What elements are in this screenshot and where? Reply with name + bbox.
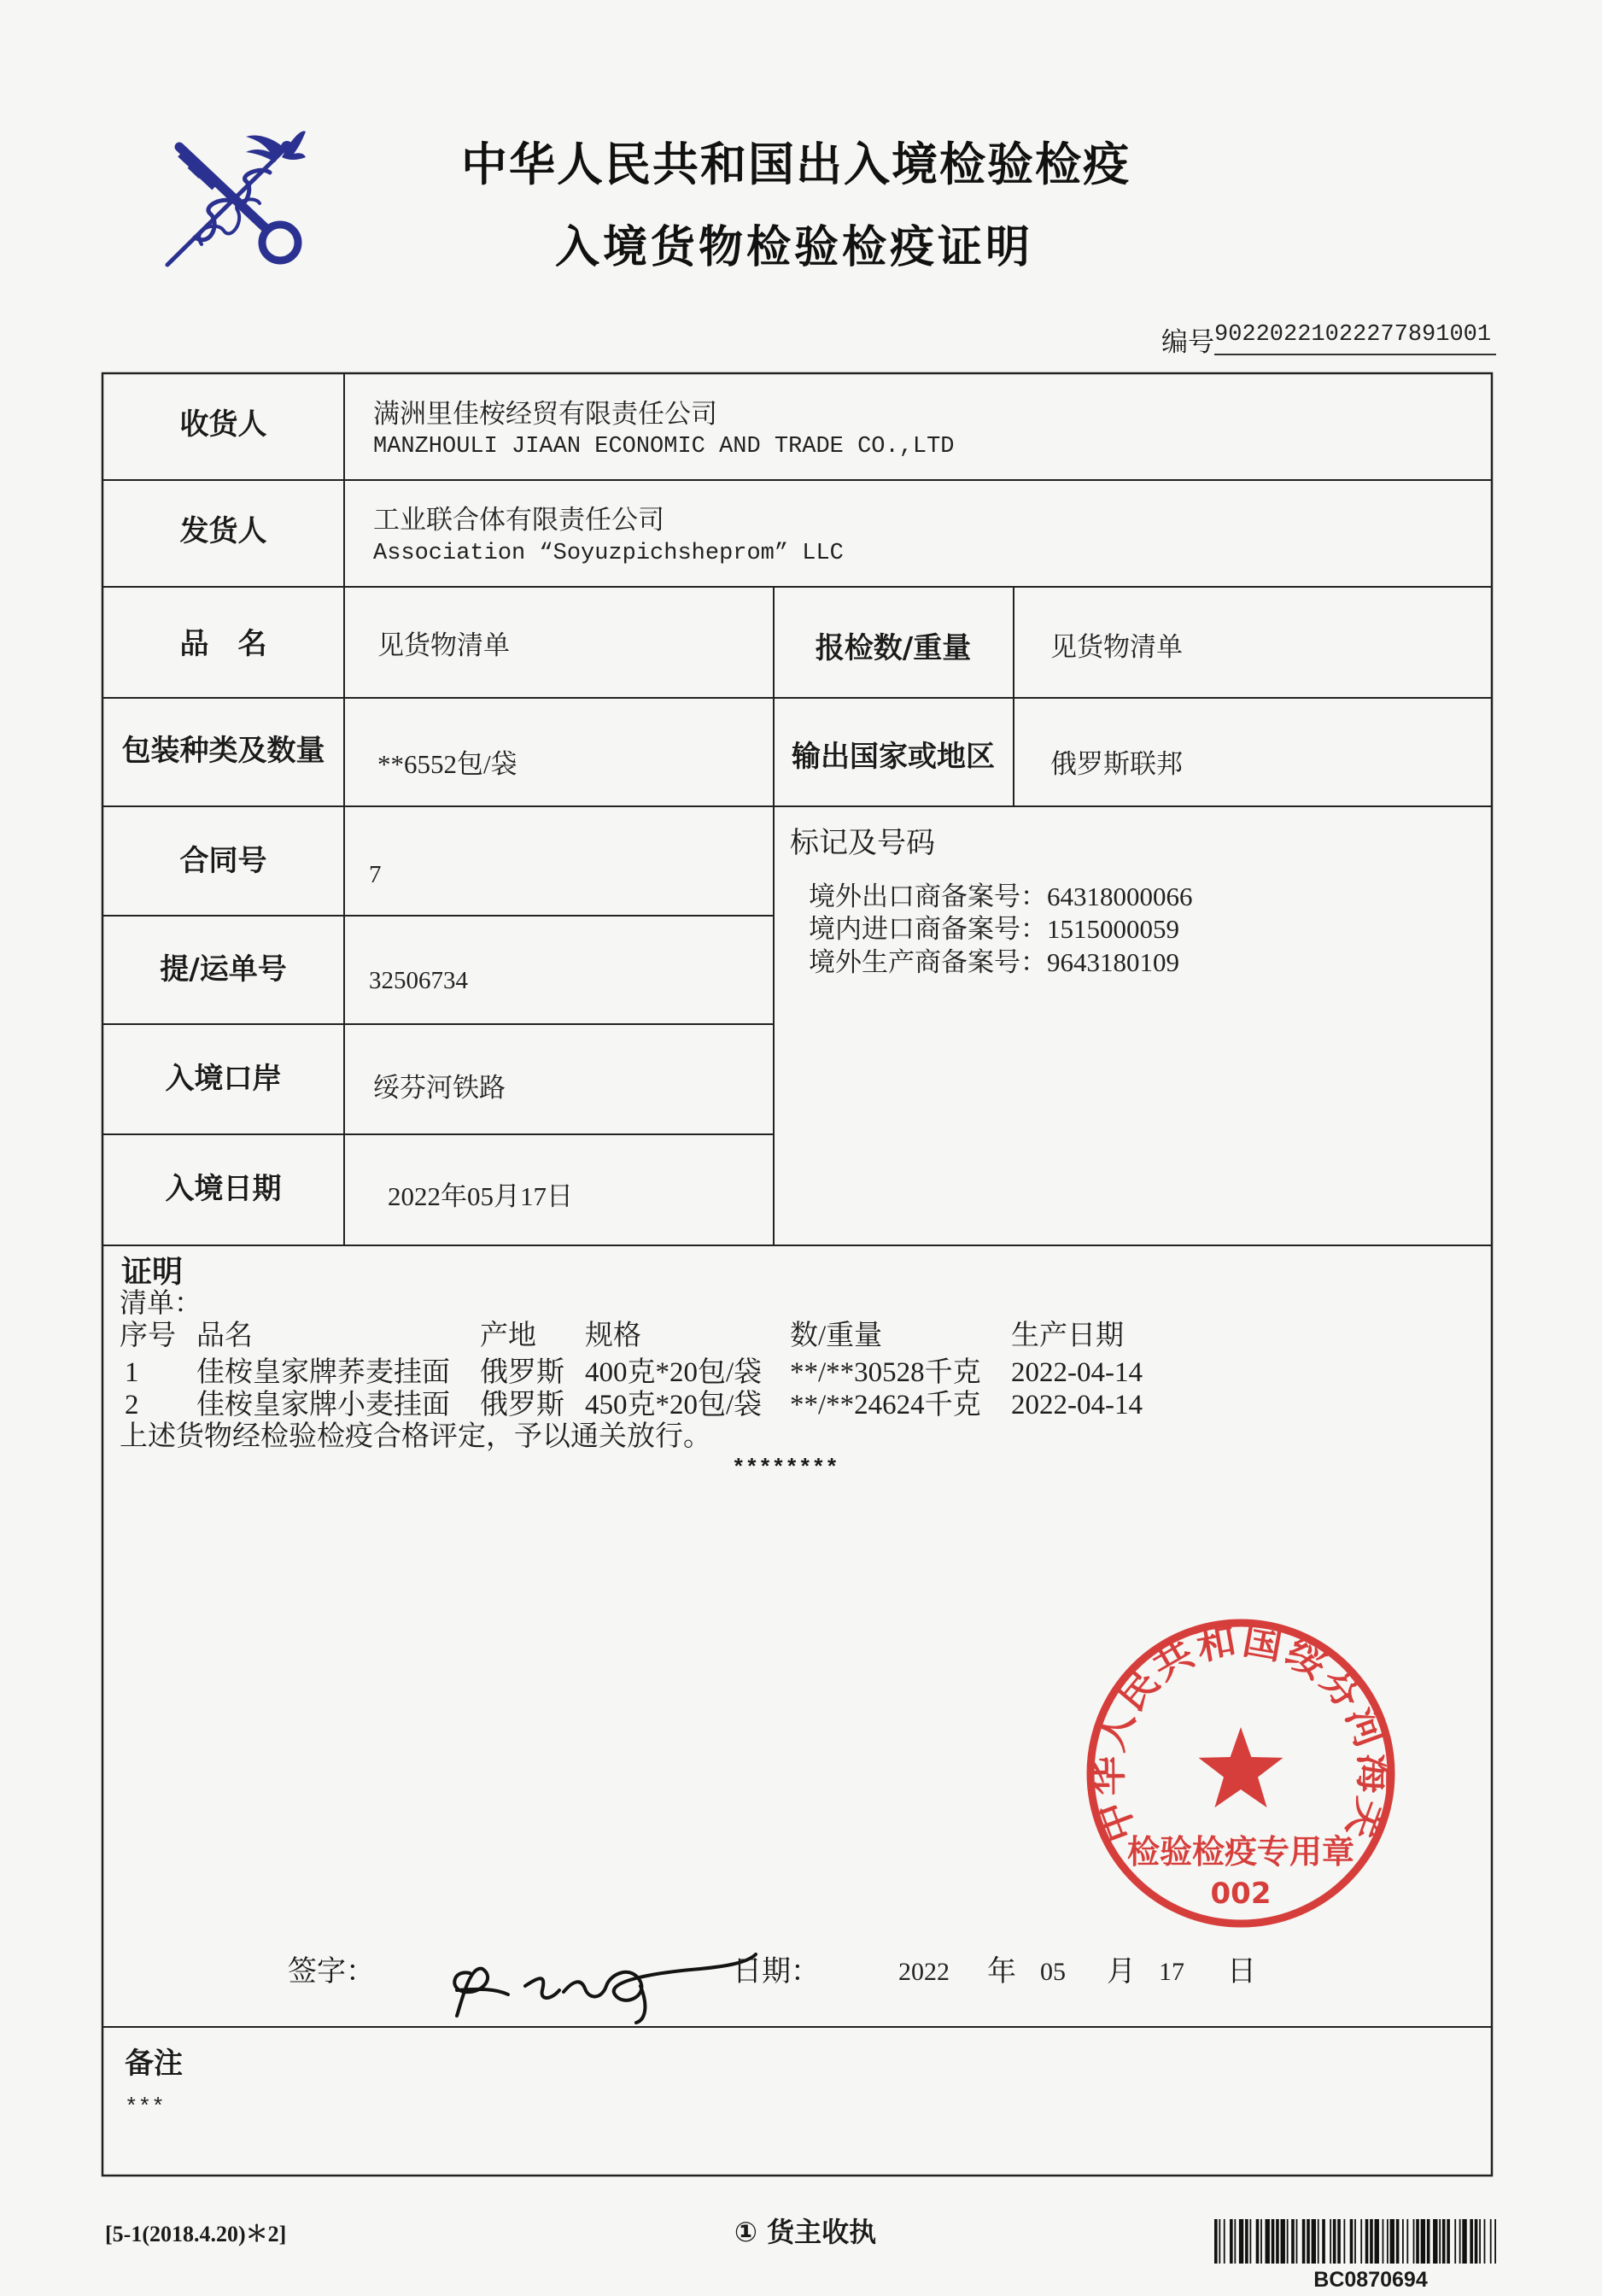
entry-port-value: 绥芬河铁路	[373, 1073, 506, 1103]
barcode-bar	[1224, 2219, 1225, 2264]
row-production-date: 2022-04-14	[1011, 1390, 1143, 1420]
barcode-bar	[1333, 2219, 1336, 2264]
barcode-bar	[1354, 2219, 1356, 2264]
barcode-bar	[1281, 2219, 1285, 2264]
barcode-bar	[1387, 2219, 1389, 2264]
barcode-bar	[1337, 2219, 1341, 2264]
barcode-bar	[1266, 2219, 1270, 2264]
product-value: 见货物清单	[377, 630, 510, 660]
barcode-bar	[1234, 2219, 1236, 2264]
barcode-bar	[1490, 2219, 1492, 2264]
barcode-bar	[1416, 2219, 1419, 2264]
row-spec: 400克*20包/袋	[585, 1357, 763, 1388]
barcode-bar	[1494, 2219, 1496, 2264]
barcode-text: BC0870694	[1313, 2268, 1428, 2292]
column-header-spec: 规格	[585, 1321, 641, 1351]
remarks-value: ***	[125, 2094, 165, 2120]
barcode-bar	[1249, 2219, 1251, 2264]
barcode-bar	[1454, 2219, 1456, 2264]
bill-no-label: 提/运单号	[160, 952, 287, 987]
row-index: 2	[125, 1390, 139, 1420]
export-country-label: 输出国家或地区	[792, 740, 995, 774]
barcode-bar	[1312, 2219, 1316, 2264]
remarks-label: 备注	[125, 2047, 183, 2081]
row-quantity: **/**24624千克	[790, 1390, 981, 1420]
marks-line-producer-filing: 境外生产商备案号：9643180109	[809, 947, 1179, 977]
barcode-bar	[1214, 2219, 1218, 2264]
barcode-bar	[1343, 2219, 1345, 2264]
barcode-bar	[1219, 2219, 1220, 2264]
barcode-bar	[1365, 2219, 1369, 2264]
consignor-name-en: Association “Soyuzpichsheprom” LLC	[373, 541, 844, 566]
date-day-unit: 日	[1227, 1954, 1256, 1988]
row-index: 1	[125, 1357, 139, 1388]
row-product: 佳桉皇家牌小麦挂面	[196, 1390, 450, 1420]
end-mark: ********	[732, 1456, 839, 1481]
column-header-production-date: 生产日期	[1011, 1321, 1124, 1351]
column-header-origin: 产地	[480, 1321, 536, 1351]
barcode-bar	[1260, 2219, 1262, 2264]
consignor-label: 发货人	[179, 514, 267, 548]
entry-date-label: 入境日期	[165, 1172, 282, 1206]
barcode-bar	[1302, 2219, 1306, 2264]
row-production-date: 2022-04-14	[1011, 1357, 1143, 1388]
barcode-bar	[1427, 2219, 1430, 2264]
bill-no-value: 32506734	[369, 967, 468, 994]
row-quantity: **/**30528千克	[790, 1357, 981, 1388]
barcode-bar	[1439, 2219, 1441, 2264]
barcode-bar	[1421, 2219, 1425, 2264]
barcode-bar	[1396, 2219, 1400, 2264]
date-label: 日期：	[733, 1954, 820, 1988]
date-day: 17	[1159, 1958, 1184, 1986]
barcode-bar	[1447, 2219, 1450, 2264]
barcode-bar	[1291, 2219, 1295, 2264]
barcode-bar	[1402, 2219, 1404, 2264]
packaging-value: **6552包/袋	[377, 749, 517, 779]
barcode-bar	[1484, 2219, 1486, 2264]
barcode-bar	[1475, 2219, 1478, 2264]
seal-ring-text: 中华人民共和国绥芬河海关	[1084, 1616, 1398, 1848]
date-month: 05	[1040, 1958, 1066, 1986]
entry-port-label: 入境口岸	[165, 1062, 282, 1096]
seal-center-text: 检验检疫专用章	[1126, 1833, 1355, 1871]
document-title: 中华人民共和国出入境检验检疫	[461, 138, 1131, 191]
signature-label: 签字：	[288, 1954, 375, 1988]
row-spec: 450克*20包/袋	[585, 1390, 763, 1420]
barcode-bar	[1442, 2219, 1446, 2264]
barcode-bar	[1479, 2219, 1481, 2264]
serial-number: 90220221022277891001	[1214, 322, 1492, 348]
contract-no-label: 合同号	[179, 844, 267, 878]
barcode-bar	[1276, 2219, 1279, 2264]
barcode-bar	[1307, 2219, 1310, 2264]
declared-qty-value: 见货物清单	[1050, 632, 1183, 662]
barcode-bar	[1470, 2219, 1473, 2264]
contract-no-value: 7	[369, 861, 382, 888]
certificate-statement: 上述货物经检验检疫合格评定，予以通关放行。	[120, 1421, 711, 1452]
barcode-bar	[1322, 2219, 1325, 2264]
barcode-bar	[1433, 2219, 1437, 2264]
row-product: 佳桉皇家牌荞麦挂面	[196, 1357, 450, 1388]
marks-line-import-filing: 境内进口商备案号：1515000059	[809, 914, 1179, 944]
date-year-unit: 年	[987, 1954, 1016, 1988]
barcode-bar	[1383, 2219, 1384, 2264]
document-subtitle: 入境货物检验检疫证明	[554, 222, 1033, 273]
barcode-bar	[1239, 2219, 1243, 2264]
barcode-bar	[1296, 2219, 1298, 2264]
barcode-bar	[1360, 2219, 1362, 2264]
barcode-bar	[1406, 2219, 1408, 2264]
declared-qty-label: 报检数/重量	[815, 631, 972, 665]
certificate-label: 证明	[121, 1255, 184, 1290]
date-month-unit: 月	[1107, 1954, 1136, 1988]
barcode-bar	[1287, 2219, 1289, 2264]
barcode	[1214, 2219, 1496, 2264]
marks-line-export-filing: 境外出口商备案号：64318000066	[809, 882, 1193, 911]
column-header-quantity: 数/重量	[790, 1321, 883, 1351]
barcode-bar	[1318, 2219, 1319, 2264]
entry-date-value: 2022年05月17日	[388, 1181, 573, 1211]
seal-star-icon	[1199, 1727, 1283, 1807]
signature-image	[444, 1939, 760, 2024]
list-label: 清单：	[120, 1287, 202, 1318]
serial-label: 编号	[1161, 327, 1214, 358]
column-header-product: 品名	[196, 1321, 253, 1351]
barcode-bar	[1459, 2219, 1461, 2264]
barcode-bar	[1230, 2219, 1233, 2264]
copy-label: ① 货主收执	[734, 2216, 877, 2248]
product-label: 品 名	[179, 627, 267, 661]
barcode-bar	[1370, 2219, 1373, 2264]
column-header-index: 序号	[120, 1321, 176, 1351]
marks-label: 标记及号码	[790, 826, 935, 860]
seal-code: 002	[1210, 1877, 1272, 1911]
form-code: [5-1(2018.4.20)＊2]	[105, 2222, 287, 2246]
consignee-name-en: MANZHOULI JIAAN ECONOMIC AND TRADE CO.,LTD	[373, 434, 955, 460]
export-country-value: 俄罗斯联邦	[1050, 749, 1183, 779]
barcode-bar	[1413, 2219, 1415, 2264]
row-origin: 俄罗斯	[480, 1390, 564, 1420]
barcode-bar	[1272, 2219, 1275, 2264]
barcode-bar	[1350, 2219, 1354, 2264]
barcode-bar	[1330, 2219, 1331, 2264]
inspection-seal	[1070, 1602, 1412, 1944]
barcode-bar	[1245, 2219, 1248, 2264]
barcode-bar	[1462, 2219, 1466, 2264]
date-year: 2022	[898, 1958, 950, 1986]
consignee-label: 收货人	[179, 407, 267, 442]
row-origin: 俄罗斯	[480, 1357, 564, 1388]
consignee-name-cn: 满洲里佳桉经贸有限责任公司	[373, 399, 717, 429]
barcode-bar	[1375, 2219, 1379, 2264]
barcode-bar	[1256, 2219, 1260, 2264]
barcode-bar	[1390, 2219, 1394, 2264]
packaging-label: 包装种类及数量	[121, 734, 325, 768]
consignor-name-cn: 工业联合体有限责任公司	[373, 505, 664, 535]
